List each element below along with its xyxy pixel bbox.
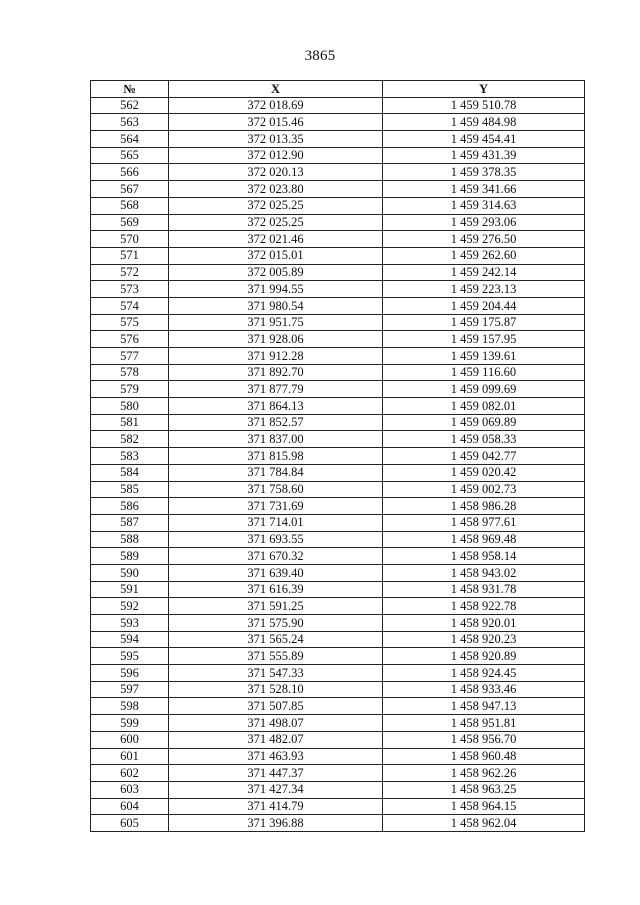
cell-x: 371 498.07 bbox=[169, 715, 383, 732]
cell-y: 1 458 920.01 bbox=[383, 615, 585, 632]
cell-y: 1 458 962.04 bbox=[383, 815, 585, 832]
cell-number: 565 bbox=[91, 147, 169, 164]
table-row bbox=[91, 214, 585, 231]
cell-y: 1 458 947.13 bbox=[383, 698, 585, 715]
table-row bbox=[91, 798, 585, 815]
cell-x: 371 815.98 bbox=[169, 448, 383, 465]
cell-number: 588 bbox=[91, 531, 169, 548]
cell-x: 371 864.13 bbox=[169, 398, 383, 415]
cell-y: 1 459 204.44 bbox=[383, 297, 585, 314]
cell-y: 1 459 082.01 bbox=[383, 398, 585, 415]
cell-x: 372 025.25 bbox=[169, 197, 383, 214]
cell-number: 568 bbox=[91, 197, 169, 214]
table-row bbox=[91, 498, 585, 515]
cell-x: 372 021.46 bbox=[169, 231, 383, 248]
cell-x: 371 482.07 bbox=[169, 731, 383, 748]
cell-x: 371 784.84 bbox=[169, 464, 383, 481]
cell-y: 1 459 099.69 bbox=[383, 381, 585, 398]
cell-y: 1 458 956.70 bbox=[383, 731, 585, 748]
cell-number: 592 bbox=[91, 598, 169, 615]
table-row bbox=[91, 297, 585, 314]
cell-x: 371 980.54 bbox=[169, 297, 383, 314]
table-row bbox=[91, 131, 585, 148]
cell-number: 570 bbox=[91, 231, 169, 248]
cell-number: 599 bbox=[91, 715, 169, 732]
cell-y: 1 459 431.39 bbox=[383, 147, 585, 164]
cell-y: 1 458 958.14 bbox=[383, 548, 585, 565]
table-row bbox=[91, 781, 585, 798]
cell-x: 371 575.90 bbox=[169, 615, 383, 632]
cell-x: 371 447.37 bbox=[169, 765, 383, 782]
cell-x: 371 693.55 bbox=[169, 531, 383, 548]
cell-x: 371 877.79 bbox=[169, 381, 383, 398]
cell-y: 1 458 922.78 bbox=[383, 598, 585, 615]
cell-y: 1 459 314.63 bbox=[383, 197, 585, 214]
cell-x: 371 892.70 bbox=[169, 364, 383, 381]
cell-number: 591 bbox=[91, 581, 169, 598]
cell-x: 372 023.80 bbox=[169, 181, 383, 198]
cell-y: 1 458 943.02 bbox=[383, 564, 585, 581]
table-row bbox=[91, 197, 585, 214]
cell-number: 580 bbox=[91, 398, 169, 415]
cell-y: 1 458 960.48 bbox=[383, 748, 585, 765]
cell-x: 372 012.90 bbox=[169, 147, 383, 164]
cell-number: 586 bbox=[91, 498, 169, 515]
table-row bbox=[91, 631, 585, 648]
header-number: № bbox=[91, 81, 169, 98]
cell-y: 1 458 963.25 bbox=[383, 781, 585, 798]
cell-x: 371 396.88 bbox=[169, 815, 383, 832]
cell-y: 1 458 969.48 bbox=[383, 531, 585, 548]
table-row bbox=[91, 247, 585, 264]
cell-number: 581 bbox=[91, 414, 169, 431]
cell-number: 567 bbox=[91, 181, 169, 198]
cell-y: 1 458 951.81 bbox=[383, 715, 585, 732]
cell-number: 594 bbox=[91, 631, 169, 648]
cell-y: 1 458 962.26 bbox=[383, 765, 585, 782]
cell-x: 371 994.55 bbox=[169, 281, 383, 298]
cell-x: 372 015.01 bbox=[169, 247, 383, 264]
table-row bbox=[91, 681, 585, 698]
cell-y: 1 459 139.61 bbox=[383, 348, 585, 365]
cell-y: 1 459 157.95 bbox=[383, 331, 585, 348]
cell-y: 1 459 484.98 bbox=[383, 114, 585, 131]
cell-y: 1 459 042.77 bbox=[383, 448, 585, 465]
table-row bbox=[91, 648, 585, 665]
cell-x: 371 591.25 bbox=[169, 598, 383, 615]
table-row bbox=[91, 464, 585, 481]
table-row bbox=[91, 431, 585, 448]
cell-number: 578 bbox=[91, 364, 169, 381]
cell-number: 566 bbox=[91, 164, 169, 181]
cell-y: 1 459 293.06 bbox=[383, 214, 585, 231]
header-row bbox=[91, 81, 585, 98]
cell-number: 602 bbox=[91, 765, 169, 782]
cell-x: 371 555.89 bbox=[169, 648, 383, 665]
cell-x: 372 013.35 bbox=[169, 131, 383, 148]
cell-y: 1 459 069.89 bbox=[383, 414, 585, 431]
cell-x: 372 025.25 bbox=[169, 214, 383, 231]
cell-y: 1 459 341.66 bbox=[383, 181, 585, 198]
table-row bbox=[91, 531, 585, 548]
table-row bbox=[91, 481, 585, 498]
cell-number: 582 bbox=[91, 431, 169, 448]
cell-y: 1 458 986.28 bbox=[383, 498, 585, 515]
cell-number: 564 bbox=[91, 131, 169, 148]
table-row bbox=[91, 715, 585, 732]
cell-number: 575 bbox=[91, 314, 169, 331]
cell-y: 1 459 058.33 bbox=[383, 431, 585, 448]
cell-number: 573 bbox=[91, 281, 169, 298]
cell-x: 371 714.01 bbox=[169, 514, 383, 531]
cell-y: 1 459 020.42 bbox=[383, 464, 585, 481]
cell-number: 572 bbox=[91, 264, 169, 281]
cell-y: 1 459 510.78 bbox=[383, 97, 585, 114]
table-row bbox=[91, 765, 585, 782]
cell-x: 371 616.39 bbox=[169, 581, 383, 598]
cell-x: 371 912.28 bbox=[169, 348, 383, 365]
cell-x: 371 852.57 bbox=[169, 414, 383, 431]
table-row bbox=[91, 381, 585, 398]
table-row bbox=[91, 348, 585, 365]
cell-number: 579 bbox=[91, 381, 169, 398]
cell-x: 371 928.06 bbox=[169, 331, 383, 348]
table-row bbox=[91, 181, 585, 198]
cell-x: 372 018.69 bbox=[169, 97, 383, 114]
table-row bbox=[91, 264, 585, 281]
table-row bbox=[91, 615, 585, 632]
cell-number: 583 bbox=[91, 448, 169, 465]
header-x: X bbox=[169, 81, 383, 98]
cell-number: 597 bbox=[91, 681, 169, 698]
cell-number: 577 bbox=[91, 348, 169, 365]
cell-y: 1 459 454.41 bbox=[383, 131, 585, 148]
cell-number: 603 bbox=[91, 781, 169, 798]
table-row bbox=[91, 665, 585, 682]
table-row bbox=[91, 581, 585, 598]
cell-number: 598 bbox=[91, 698, 169, 715]
table-body bbox=[91, 97, 585, 831]
table-row bbox=[91, 331, 585, 348]
cell-x: 371 427.34 bbox=[169, 781, 383, 798]
cell-number: 587 bbox=[91, 514, 169, 531]
cell-number: 585 bbox=[91, 481, 169, 498]
cell-x: 372 020.13 bbox=[169, 164, 383, 181]
cell-x: 371 547.33 bbox=[169, 665, 383, 682]
cell-number: 563 bbox=[91, 114, 169, 131]
cell-number: 562 bbox=[91, 97, 169, 114]
table-row bbox=[91, 147, 585, 164]
cell-x: 371 639.40 bbox=[169, 564, 383, 581]
table-row bbox=[91, 731, 585, 748]
cell-y: 1 459 276.50 bbox=[383, 231, 585, 248]
table-row bbox=[91, 698, 585, 715]
cell-number: 584 bbox=[91, 464, 169, 481]
cell-x: 371 731.69 bbox=[169, 498, 383, 515]
cell-y: 1 459 223.13 bbox=[383, 281, 585, 298]
cell-number: 595 bbox=[91, 648, 169, 665]
cell-x: 371 414.79 bbox=[169, 798, 383, 815]
cell-number: 569 bbox=[91, 214, 169, 231]
cell-y: 1 458 920.23 bbox=[383, 631, 585, 648]
cell-x: 371 463.93 bbox=[169, 748, 383, 765]
cell-number: 571 bbox=[91, 247, 169, 264]
cell-y: 1 459 262.60 bbox=[383, 247, 585, 264]
cell-number: 574 bbox=[91, 297, 169, 314]
table-row bbox=[91, 414, 585, 431]
cell-x: 371 528.10 bbox=[169, 681, 383, 698]
cell-number: 600 bbox=[91, 731, 169, 748]
table-row bbox=[91, 548, 585, 565]
table-row bbox=[91, 231, 585, 248]
table-row bbox=[91, 281, 585, 298]
table-row bbox=[91, 598, 585, 615]
cell-y: 1 459 116.60 bbox=[383, 364, 585, 381]
cell-y: 1 459 242.14 bbox=[383, 264, 585, 281]
cell-number: 590 bbox=[91, 564, 169, 581]
cell-x: 371 565.24 bbox=[169, 631, 383, 648]
cell-y: 1 459 175.87 bbox=[383, 314, 585, 331]
table-row bbox=[91, 448, 585, 465]
coordinates-table bbox=[90, 80, 585, 832]
cell-number: 576 bbox=[91, 331, 169, 348]
cell-y: 1 459 002.73 bbox=[383, 481, 585, 498]
table-row bbox=[91, 314, 585, 331]
cell-x: 372 005.89 bbox=[169, 264, 383, 281]
cell-y: 1 458 977.61 bbox=[383, 514, 585, 531]
cell-number: 596 bbox=[91, 665, 169, 682]
table-row bbox=[91, 97, 585, 114]
table-row bbox=[91, 398, 585, 415]
cell-x: 372 015.46 bbox=[169, 114, 383, 131]
cell-x: 371 507.85 bbox=[169, 698, 383, 715]
cell-number: 604 bbox=[91, 798, 169, 815]
cell-number: 605 bbox=[91, 815, 169, 832]
table-row bbox=[91, 748, 585, 765]
cell-y: 1 458 920.89 bbox=[383, 648, 585, 665]
cell-number: 593 bbox=[91, 615, 169, 632]
table-row bbox=[91, 564, 585, 581]
cell-x: 371 670.32 bbox=[169, 548, 383, 565]
table-row bbox=[91, 164, 585, 181]
table-row bbox=[91, 364, 585, 381]
header-y: Y bbox=[383, 81, 585, 98]
cell-number: 589 bbox=[91, 548, 169, 565]
table-row bbox=[91, 114, 585, 131]
cell-number: 601 bbox=[91, 748, 169, 765]
page-number: 3865 bbox=[304, 48, 336, 64]
cell-x: 371 951.75 bbox=[169, 314, 383, 331]
cell-y: 1 458 931.78 bbox=[383, 581, 585, 598]
table-row bbox=[91, 514, 585, 531]
cell-y: 1 458 964.15 bbox=[383, 798, 585, 815]
table-row bbox=[91, 815, 585, 832]
cell-y: 1 458 933.46 bbox=[383, 681, 585, 698]
cell-x: 371 758.60 bbox=[169, 481, 383, 498]
cell-y: 1 458 924.45 bbox=[383, 665, 585, 682]
table-header bbox=[91, 81, 585, 98]
cell-y: 1 459 378.35 bbox=[383, 164, 585, 181]
cell-x: 371 837.00 bbox=[169, 431, 383, 448]
